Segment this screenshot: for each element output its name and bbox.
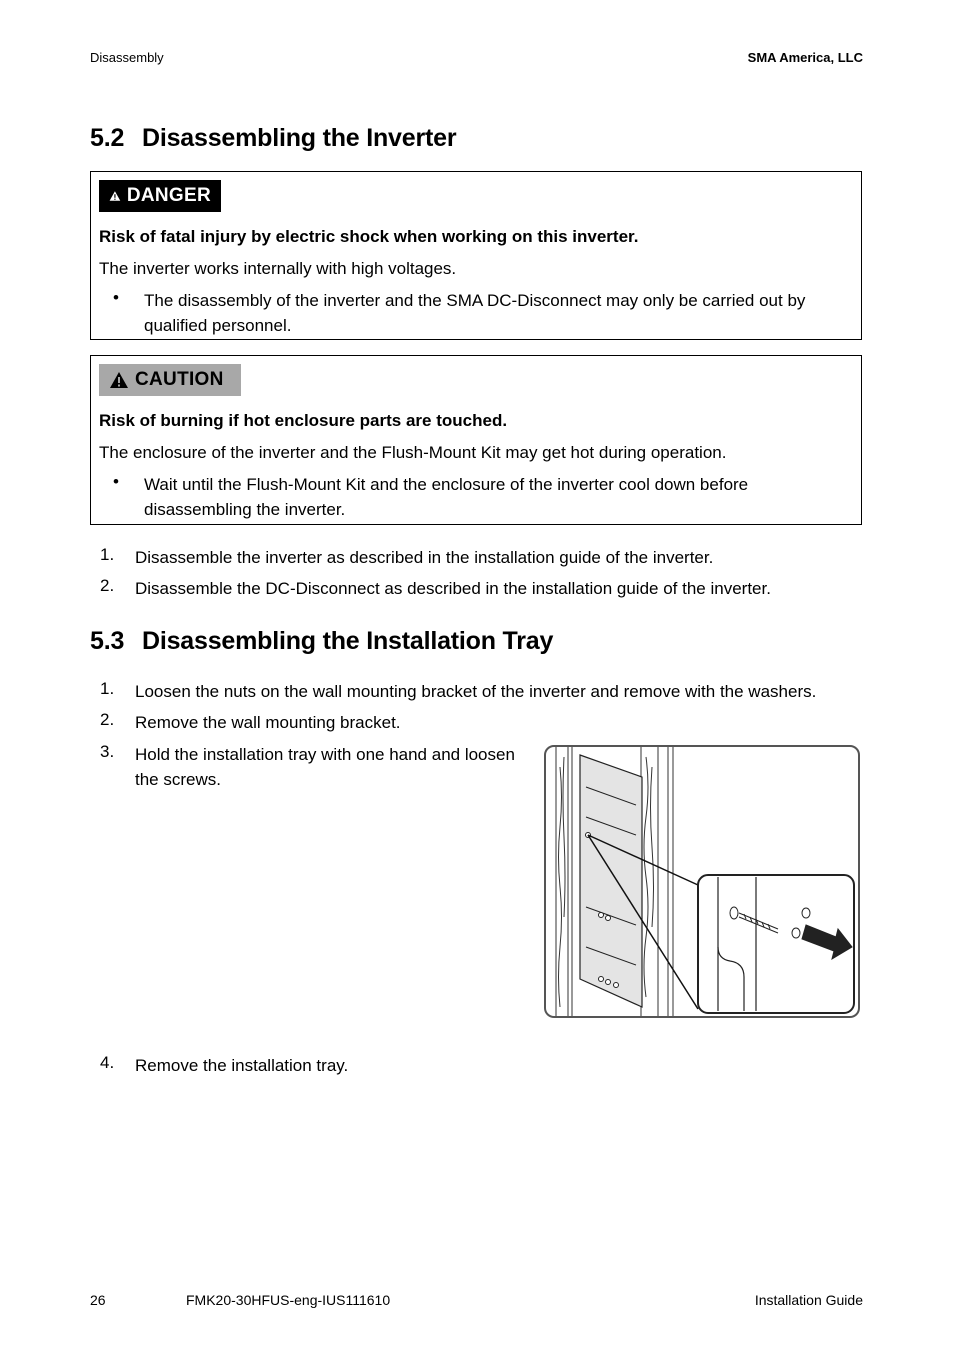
step-text: Disassemble the inverter as described in the installation guide of the inverter. <box>135 548 714 567</box>
danger-description: The inverter works internally with high voltages. <box>99 259 457 278</box>
installation-tray-illustration <box>544 745 860 1018</box>
danger-label: DANGER <box>126 185 211 206</box>
bullet-symbol: • <box>113 288 119 307</box>
danger-badge <box>99 180 221 212</box>
document-type: Installation Guide <box>754 1292 863 1308</box>
danger-notice <box>90 171 862 340</box>
caution-label: CAUTION <box>135 369 224 390</box>
section-heading-5-3 <box>90 627 553 656</box>
step-text: Remove the installation tray. <box>135 1056 349 1075</box>
caution-headline: Risk of burning if hot enclosure parts are touched. <box>99 411 508 430</box>
document-id: FMK20-30HFUS-eng-IUS111610 <box>186 1292 391 1308</box>
step-number: 1. <box>100 679 115 698</box>
running-header-section: Disassembly <box>90 50 164 65</box>
section-number: 5.2 <box>90 124 125 152</box>
step-number: 1. <box>100 545 115 564</box>
section-number: 5.3 <box>90 627 125 655</box>
step-number: 2. <box>100 710 115 729</box>
step-text: Disassemble the DC-Disconnect as described in the installation guide of the inverter. <box>135 579 771 598</box>
caution-description: The enclosure of the inverter and the Flush-Mount Kit may get hot during operation. <box>99 443 727 462</box>
step-text: Loosen the nuts on the wall mounting bracket of the inverter and remove with the washers. <box>135 682 817 701</box>
step-text: Remove the wall mounting bracket. <box>135 713 401 732</box>
step-number: 2. <box>100 576 115 595</box>
running-header-company: SMA America, LLC <box>747 50 863 65</box>
section-title: Disassembling the Installation Tray <box>142 627 554 655</box>
danger-bullet-text: The disassembly of the inverter and the SMA DC-Disconnect may only be carried out by qualified personnel. <box>144 291 806 335</box>
tray-drawing <box>546 747 858 1016</box>
caution-badge <box>99 364 241 396</box>
step-number: 3. <box>100 742 115 761</box>
warning-triangle-icon <box>109 187 121 205</box>
step-text: Hold the installation tray with one hand and loosen the screws. <box>135 745 515 789</box>
caution-notice <box>90 355 862 525</box>
section-title: Disassembling the Inverter <box>142 124 457 152</box>
warning-triangle-icon <box>109 371 129 389</box>
danger-headline: Risk of fatal injury by electric shock when working on this inverter. <box>99 227 639 246</box>
step-number: 4. <box>100 1053 115 1072</box>
section-heading-5-2 <box>90 124 456 153</box>
bullet-symbol: • <box>113 472 119 491</box>
caution-bullet-text: Wait until the Flush-Mount Kit and the enclosure of the inverter cool down before disassembling the inverter. <box>144 475 749 519</box>
page-number: 26 <box>90 1292 106 1308</box>
